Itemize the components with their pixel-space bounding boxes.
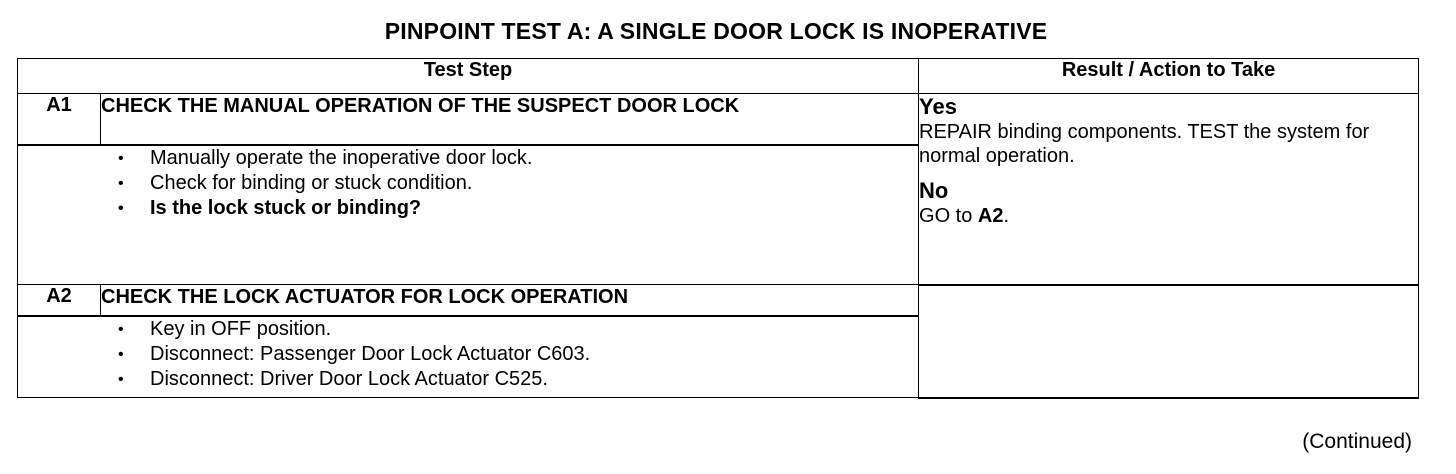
pinpoint-test-table <box>17 58 1419 399</box>
result-header: Result / Action to Take <box>919 59 1419 94</box>
step-a1-title-row <box>18 94 1419 146</box>
list-item-question: • Is the lock stuck or binding? <box>118 196 918 221</box>
result-no-label: No <box>919 178 949 203</box>
step-a1-body <box>18 145 919 285</box>
step-a2-bullets <box>18 317 918 392</box>
test-step-header: Test Step <box>18 59 919 94</box>
list-item: • Manually operate the inoperative door lock. <box>118 146 918 171</box>
result-no <box>919 178 1418 228</box>
list-item: • Key in OFF position. <box>118 317 918 342</box>
step-a1-result <box>919 94 1419 285</box>
continued-note: (Continued) <box>1302 430 1412 453</box>
step-a2-result <box>919 285 1419 398</box>
step-a1-title: CHECK THE MANUAL OPERATION OF THE SUSPECT DOOR LOCK <box>101 94 919 146</box>
result-yes-text: REPAIR binding components. TEST the system for normal operation. <box>919 121 1370 167</box>
result-no-step-ref: A2 <box>977 205 1004 227</box>
result-no-prefix: GO to <box>919 205 978 227</box>
step-a1-id: A1 <box>18 94 101 146</box>
result-no-text <box>919 204 1418 228</box>
step-a1-bullets <box>18 146 918 221</box>
table-header-row <box>18 59 1419 94</box>
page-title: PINPOINT TEST A: A SINGLE DOOR LOCK IS INOPERATIVE <box>384 18 1048 44</box>
step-a2-id: A2 <box>18 285 101 317</box>
list-item: • Disconnect: Passenger Door Lock Actuator C603. <box>118 342 918 367</box>
step-a2-body <box>18 316 919 398</box>
step-a2-title-row <box>18 285 1419 317</box>
list-item: • Disconnect: Driver Door Lock Actuator C525. <box>118 367 918 392</box>
list-item: • Check for binding or stuck condition. <box>118 171 918 196</box>
step-a2-title: CHECK THE LOCK ACTUATOR FOR LOCK OPERATION <box>101 285 919 317</box>
result-yes <box>919 94 1418 168</box>
result-no-suffix: . <box>1003 205 1010 227</box>
result-yes-label: Yes <box>919 94 957 119</box>
